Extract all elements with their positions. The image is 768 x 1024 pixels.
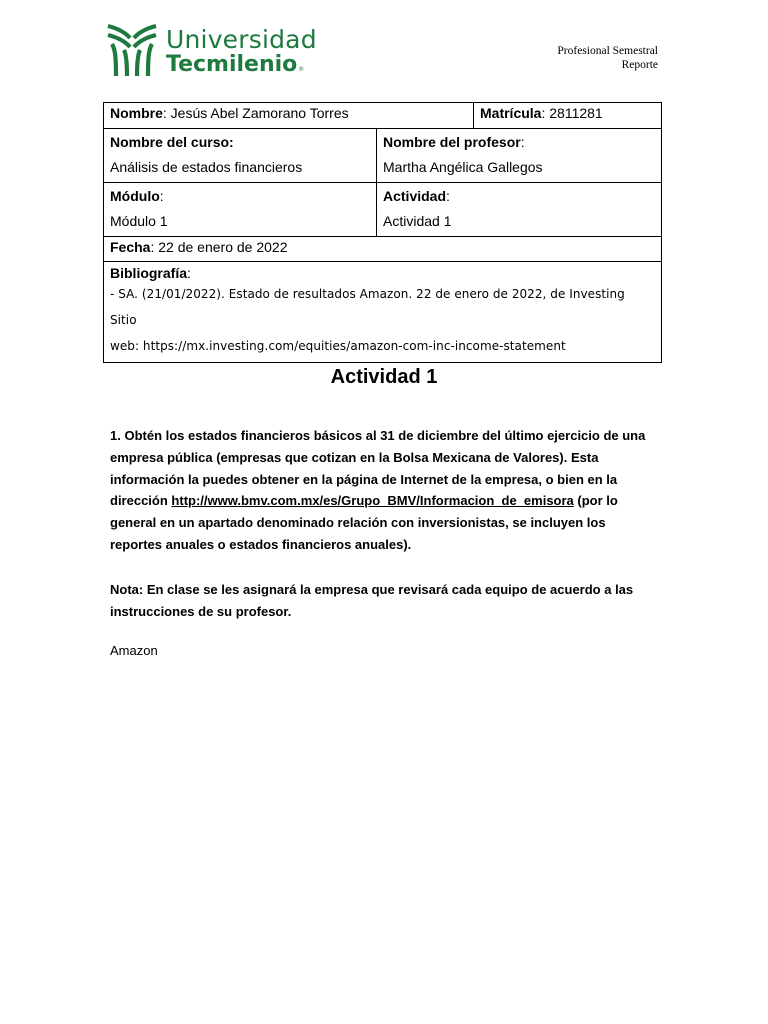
- bibliografia-colon: :: [187, 265, 191, 281]
- matricula-cell: [474, 103, 662, 129]
- bmv-link[interactable]: http://www.bmv.com.mx/es/Grupo_BMV/Informacion_de_emisora: [171, 493, 574, 509]
- tecmilenio-arch-icon: [106, 22, 158, 78]
- profesor-cell: [377, 129, 662, 183]
- profesor-value: Martha Angélica Gallegos: [383, 159, 543, 175]
- university-logo: [106, 22, 316, 80]
- actividad-cell: [377, 183, 662, 237]
- nombre-label: Nombre: [110, 105, 163, 121]
- bibliografia-line-2: web: https://mx.investing.com/equities/amazon-com-inc-income-statement: [110, 339, 566, 353]
- profesor-label: Nombre del profesor: [383, 134, 521, 150]
- logo-text-universidad: Universidad: [166, 25, 317, 54]
- curso-label: Nombre del curso:: [110, 134, 234, 150]
- table-row: [104, 103, 662, 129]
- modulo-cell: [104, 183, 377, 237]
- note-paragraph: Nota: En clase se les asignará la empresa que revisará cada equipo de acuerdo a las instrucciones de su profesor.: [110, 582, 634, 619]
- curso-value: Análisis de estados financieros: [110, 159, 303, 175]
- bibliografia-label: Bibliografía: [110, 265, 188, 281]
- table-row: [104, 262, 662, 363]
- fecha-cell: [104, 237, 662, 262]
- nombre-cell: [104, 103, 474, 129]
- registered-mark: ®: [298, 66, 305, 73]
- matricula-label: Matrícula: [480, 105, 542, 121]
- curso-cell: [104, 129, 377, 183]
- bibliografia-cell: [104, 262, 662, 363]
- actividad-label: Actividad: [383, 188, 447, 204]
- company-name: Amazon: [110, 643, 158, 658]
- header-doc-type: Reporte: [621, 59, 658, 71]
- actividad-colon: :: [446, 188, 450, 204]
- actividad-value: Actividad 1: [383, 213, 452, 229]
- matricula-value: : 2811281: [541, 105, 603, 121]
- bibliografia-line-1: - SA. (21/01/2022). Estado de resultados Amazon. 22 de enero de 2022, de Investing Sitio: [110, 287, 625, 327]
- header-program: Profesional Semestral: [557, 45, 658, 57]
- header-meta: [557, 44, 658, 72]
- table-row: [104, 183, 662, 237]
- modulo-colon: :: [159, 188, 164, 204]
- instruction-paragraph: [110, 425, 658, 556]
- page-title: Actividad 1: [330, 366, 438, 388]
- logo-text-tecmilenio: [166, 52, 304, 77]
- instruction-text-start: 1. Obtén los estados financieros básicos al 31 de diciembre del último ejercicio de una empresa pública (empresas que cotizan en la Bolsa Mexicana de Valores). Esta información la puedes obtener en la página de Internet de la empresa, o bien en la dirección: [110, 428, 646, 509]
- instruction-text-end: (por lo general en un apartado denominado relación con inversionistas, se incluyen los reportes anuales o estados financieros anuales).: [110, 493, 618, 552]
- nombre-value: : Jesús Abel Zamorano Torres: [162, 105, 349, 121]
- table-row: [104, 237, 662, 262]
- student-info-table: [103, 102, 662, 363]
- modulo-label: Módulo: [110, 188, 160, 204]
- modulo-value: Módulo 1: [110, 213, 168, 229]
- profesor-colon: :: [520, 134, 525, 150]
- fecha-label: Fecha: [110, 239, 151, 255]
- logo-text-tecmilenio-word: Tecmilenio: [166, 52, 298, 77]
- fecha-value: : 22 de enero de 2022: [150, 239, 288, 255]
- table-row: [104, 129, 662, 183]
